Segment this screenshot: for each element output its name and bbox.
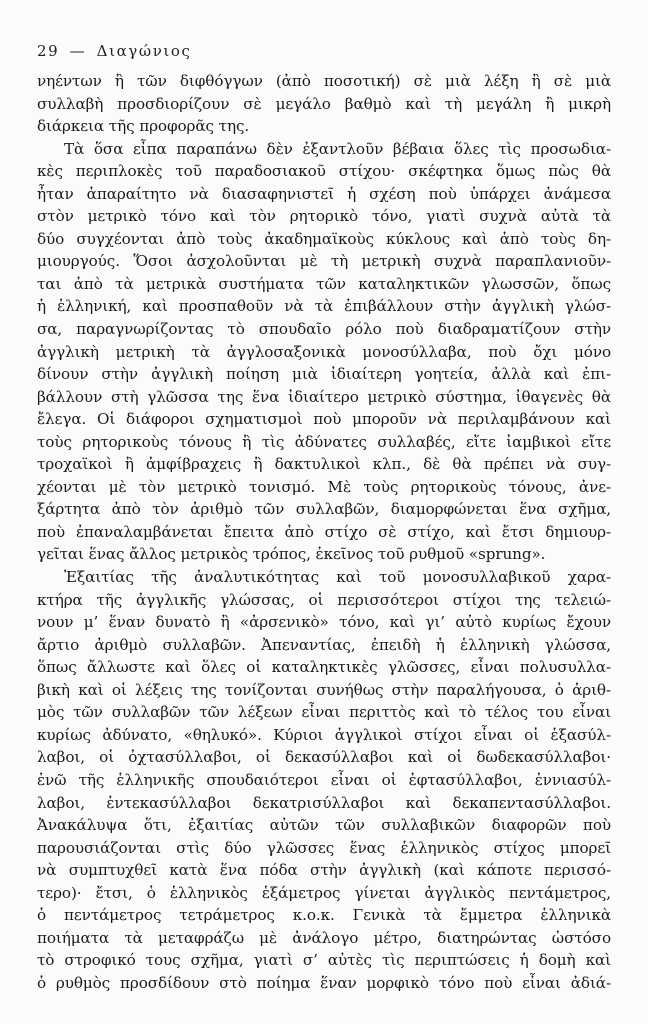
text-line: σα, παραγνωρίζοντας τὸ σπουδαῖο ρόλο ποὺ διαδραματίζουν στὴν	[37, 320, 611, 339]
text-line: λαβοι, ἑντεκασύλλαβοι δεκατρισύλλαβοι καὶ δεκαπεντασύλλαβοι.	[37, 793, 611, 812]
journal-title: Διαγώνιος	[96, 42, 192, 60]
text-line: δύο συγχέονται ἀπὸ τοὺς ἀκαδημαϊκοὺς κύκλους καὶ ἀπὸ τοὺς δη-	[37, 229, 611, 248]
text-line: ἄρτιο ἀριθμὸ συλλαβῶν. Ἀπεναντίας, ἐπειδὴ ἡ ἑλληνικὴ γλώσσα,	[37, 635, 611, 654]
text-line: Ἀνακάλυψα ὅτι, ἐξαιτίας αὐτῶν τῶν συλλαβικῶν διαφορῶν ποὺ	[37, 816, 611, 835]
text-line: ὁ ρυθμὸς προσδίδουν στὸ ποίημα ἕναν μορφικὸ τόνο ποὺ εἶναι ἀδιά-	[37, 973, 611, 992]
text-line: παρουσιάζονται στὶς δύο γλῶσσες ἕνας ἑλληνικὸς στίχος μπορεῖ	[37, 838, 611, 857]
text-line: ται ἀπὸ τὰ μετρικὰ συστήματα τῶν καταληκτικῶν γλωσσῶν, ὅπως	[37, 274, 611, 293]
text-line: ξάρτητα ἀπὸ τὸν ἀριθμὸ τῶν συλλαβῶν, διαμορφώνεται ἕνα σχῆμα,	[37, 500, 611, 519]
text-line: συλλαβὴ προσδιορίζουν σὲ μεγάλο βαθμὸ καὶ τὴ μεγάλη ἢ μικρὴ	[37, 94, 611, 113]
text-line: γεῖται ἕνας ἄλλος μετρικὸς τρόπος, ἐκεῖνος τοῦ ρυθμοῦ «sprung».	[37, 545, 546, 564]
text-line: στὸν μετρικὸ τόνο καὶ τὸν ρητορικὸ τόνο, γιατὶ συχνὰ αὐτὰ τὰ	[37, 207, 611, 226]
text-line: μὸς τῶν συλλαβῶν τῶν λέξεων εἶναι περιττὸς καὶ τὸ τέλος του εἶναι	[37, 703, 611, 722]
text-line: ποιήματα τὰ μεταφράζω μὲ ἀνάλογο μέτρο, διατηρώντας ὡστόσο	[37, 928, 611, 947]
text-line: ἡ ἑλληνική, καὶ προσπαθοῦν νὰ τὰ ἐπιβάλλουν στὴν ἀγγλικὴ γλώσ-	[37, 297, 611, 316]
text-line: τροχαϊκοὶ ἢ ἀμφίβραχεις ἢ δακτυλικοὶ κλπ., δὲ θὰ πρέπει νὰ συγ-	[37, 455, 611, 474]
text-line: κὲς περιπλοκὲς τοῦ παραδοσιακοῦ στίχου· σκέφτηκα ὅμως πὼς θὰ	[37, 162, 611, 181]
text-line: νουν μ’ ἕναν δυνατὸ ἢ «ἀρσενικὸ» τόνο, καὶ γι’ αὐτὸ κυρίως ἔχουν	[37, 613, 611, 632]
running-head-separator: —	[69, 42, 87, 60]
running-head	[37, 42, 192, 60]
text-line: ἔλεγα. Οἱ διάφοροι σχηματισμοὶ ποὺ μποροῦν νὰ περιλαμβάνουν καὶ	[37, 410, 611, 429]
text-line: κτήρα τῆς ἀγγλικῆς γλώσσας, οἱ περισσότεροι στίχοι της τελειώ-	[37, 590, 611, 609]
text-line: νηέντων ἢ τῶν διφθόγγων (ἀπὸ ποσοτική) σὲ μιὰ λέξη ἢ σὲ μιὰ	[37, 72, 611, 90]
text-line: ἐνῶ τῆς ἑλληνικῆς σπουδαιότεροι εἶναι οἱ ἑφτασύλλαβοι, ἐννιασύλ-	[37, 770, 611, 789]
page-number: 29	[37, 42, 60, 60]
text-line: διάρκεια τῆς προφορᾶς της.	[37, 117, 250, 136]
text-line: τερο)· ἔτσι, ὁ ἑλληνικὸς ἑξάμετρος γίνεται ἀγγλικὸς πεντάμετρος,	[37, 883, 611, 902]
text-line: νὰ συμπτυχθεῖ κατὰ ἕνα πόδα στὴν ἀγγλικὴ (καὶ κάποτε περισσό-	[37, 861, 611, 880]
text-line: ἦταν ἀπαραίτητο νὰ διασαφηνιστεῖ ἡ σχέση ποὺ ὑπάρχει ἀνάμεσα	[37, 184, 611, 203]
text-line: μιουργούς. Ὅσοι ἀσχολοῦνται μὲ τὴ μετρικὴ συχνὰ παραπλανιοῦν-	[37, 252, 611, 271]
text-line: ὁ πεντάμετρος τετράμετρος κ.ο.κ. Γενικὰ τὰ ἔμμετρα ἑλληνικὰ	[37, 906, 611, 925]
text-line: βάλλουν στὴ γλῶσσα της ἕνα ἰδιαίτερο μετρικὸ σύστημα, ἰθαγενὲς θὰ	[37, 387, 611, 406]
text-line: βικὴ καὶ οἱ λέξεις της τονίζονται συνήθως στὴν παραλήγουσα, ὁ ἀριθ-	[37, 680, 611, 699]
text-line: Τὰ ὅσα εἶπα παραπάνω δὲν ἐξαντλοῦν βέβαια ὅλες τὶς προσωδια-	[64, 139, 611, 158]
text-line: Ἐξαιτίας τῆς ἀναλυτικότητας καὶ τοῦ μονοσυλλαβικοῦ χαρα-	[64, 568, 611, 587]
body-text	[37, 70, 611, 994]
text-line: δίνουν στὴν ἀγγλικὴ ποίηση μιὰ ἰδιαίτερη γοητεία, ἀλλὰ καὶ ἐπι-	[37, 365, 611, 384]
text-line: χέονται μὲ τὸν μετρικὸ τονισμό. Μὲ τοὺς ρητορικοὺς τόνους, ἀνε-	[37, 477, 611, 496]
text-line: ἀγγλικὴ μετρικὴ τὰ ἀγγλοσαξονικὰ μονοσύλλαβα, ποὺ ὄχι μόνο	[37, 342, 611, 361]
text-line: κυρίως ἀδύνατο, «θηλυκό». Κύριοι ἀγγλικοὶ στίχοι εἶναι οἱ ἑξασύλ-	[37, 725, 611, 744]
text-line: ποὺ ἐπαναλαμβάνεται ἔπειτα ἀπὸ στίχο σὲ στίχο, καὶ ἔτσι δημιουρ-	[37, 522, 611, 541]
text-line: τὸ στροφικό τους σχῆμα, γιατὶ σ’ αὐτὲς τὶς περιπτώσεις ἡ δομὴ καὶ	[37, 951, 611, 970]
text-line: τοὺς ρητορικοὺς τόνους ἢ τὶς ἀδύνατες συλλαβές, εἴτε ἰαμβικοὶ εἴτε	[37, 432, 611, 451]
text-line: ὅπως ἄλλωστε καὶ ὅλες οἱ καταληκτικὲς γλῶσσες, εἶναι πολυσυλλα-	[37, 658, 611, 677]
text-line: λαβοι, οἱ ὀχτασύλλαβοι, οἱ δεκασύλλαβοι καὶ οἱ δωδεκασύλλαβοι·	[37, 748, 611, 767]
